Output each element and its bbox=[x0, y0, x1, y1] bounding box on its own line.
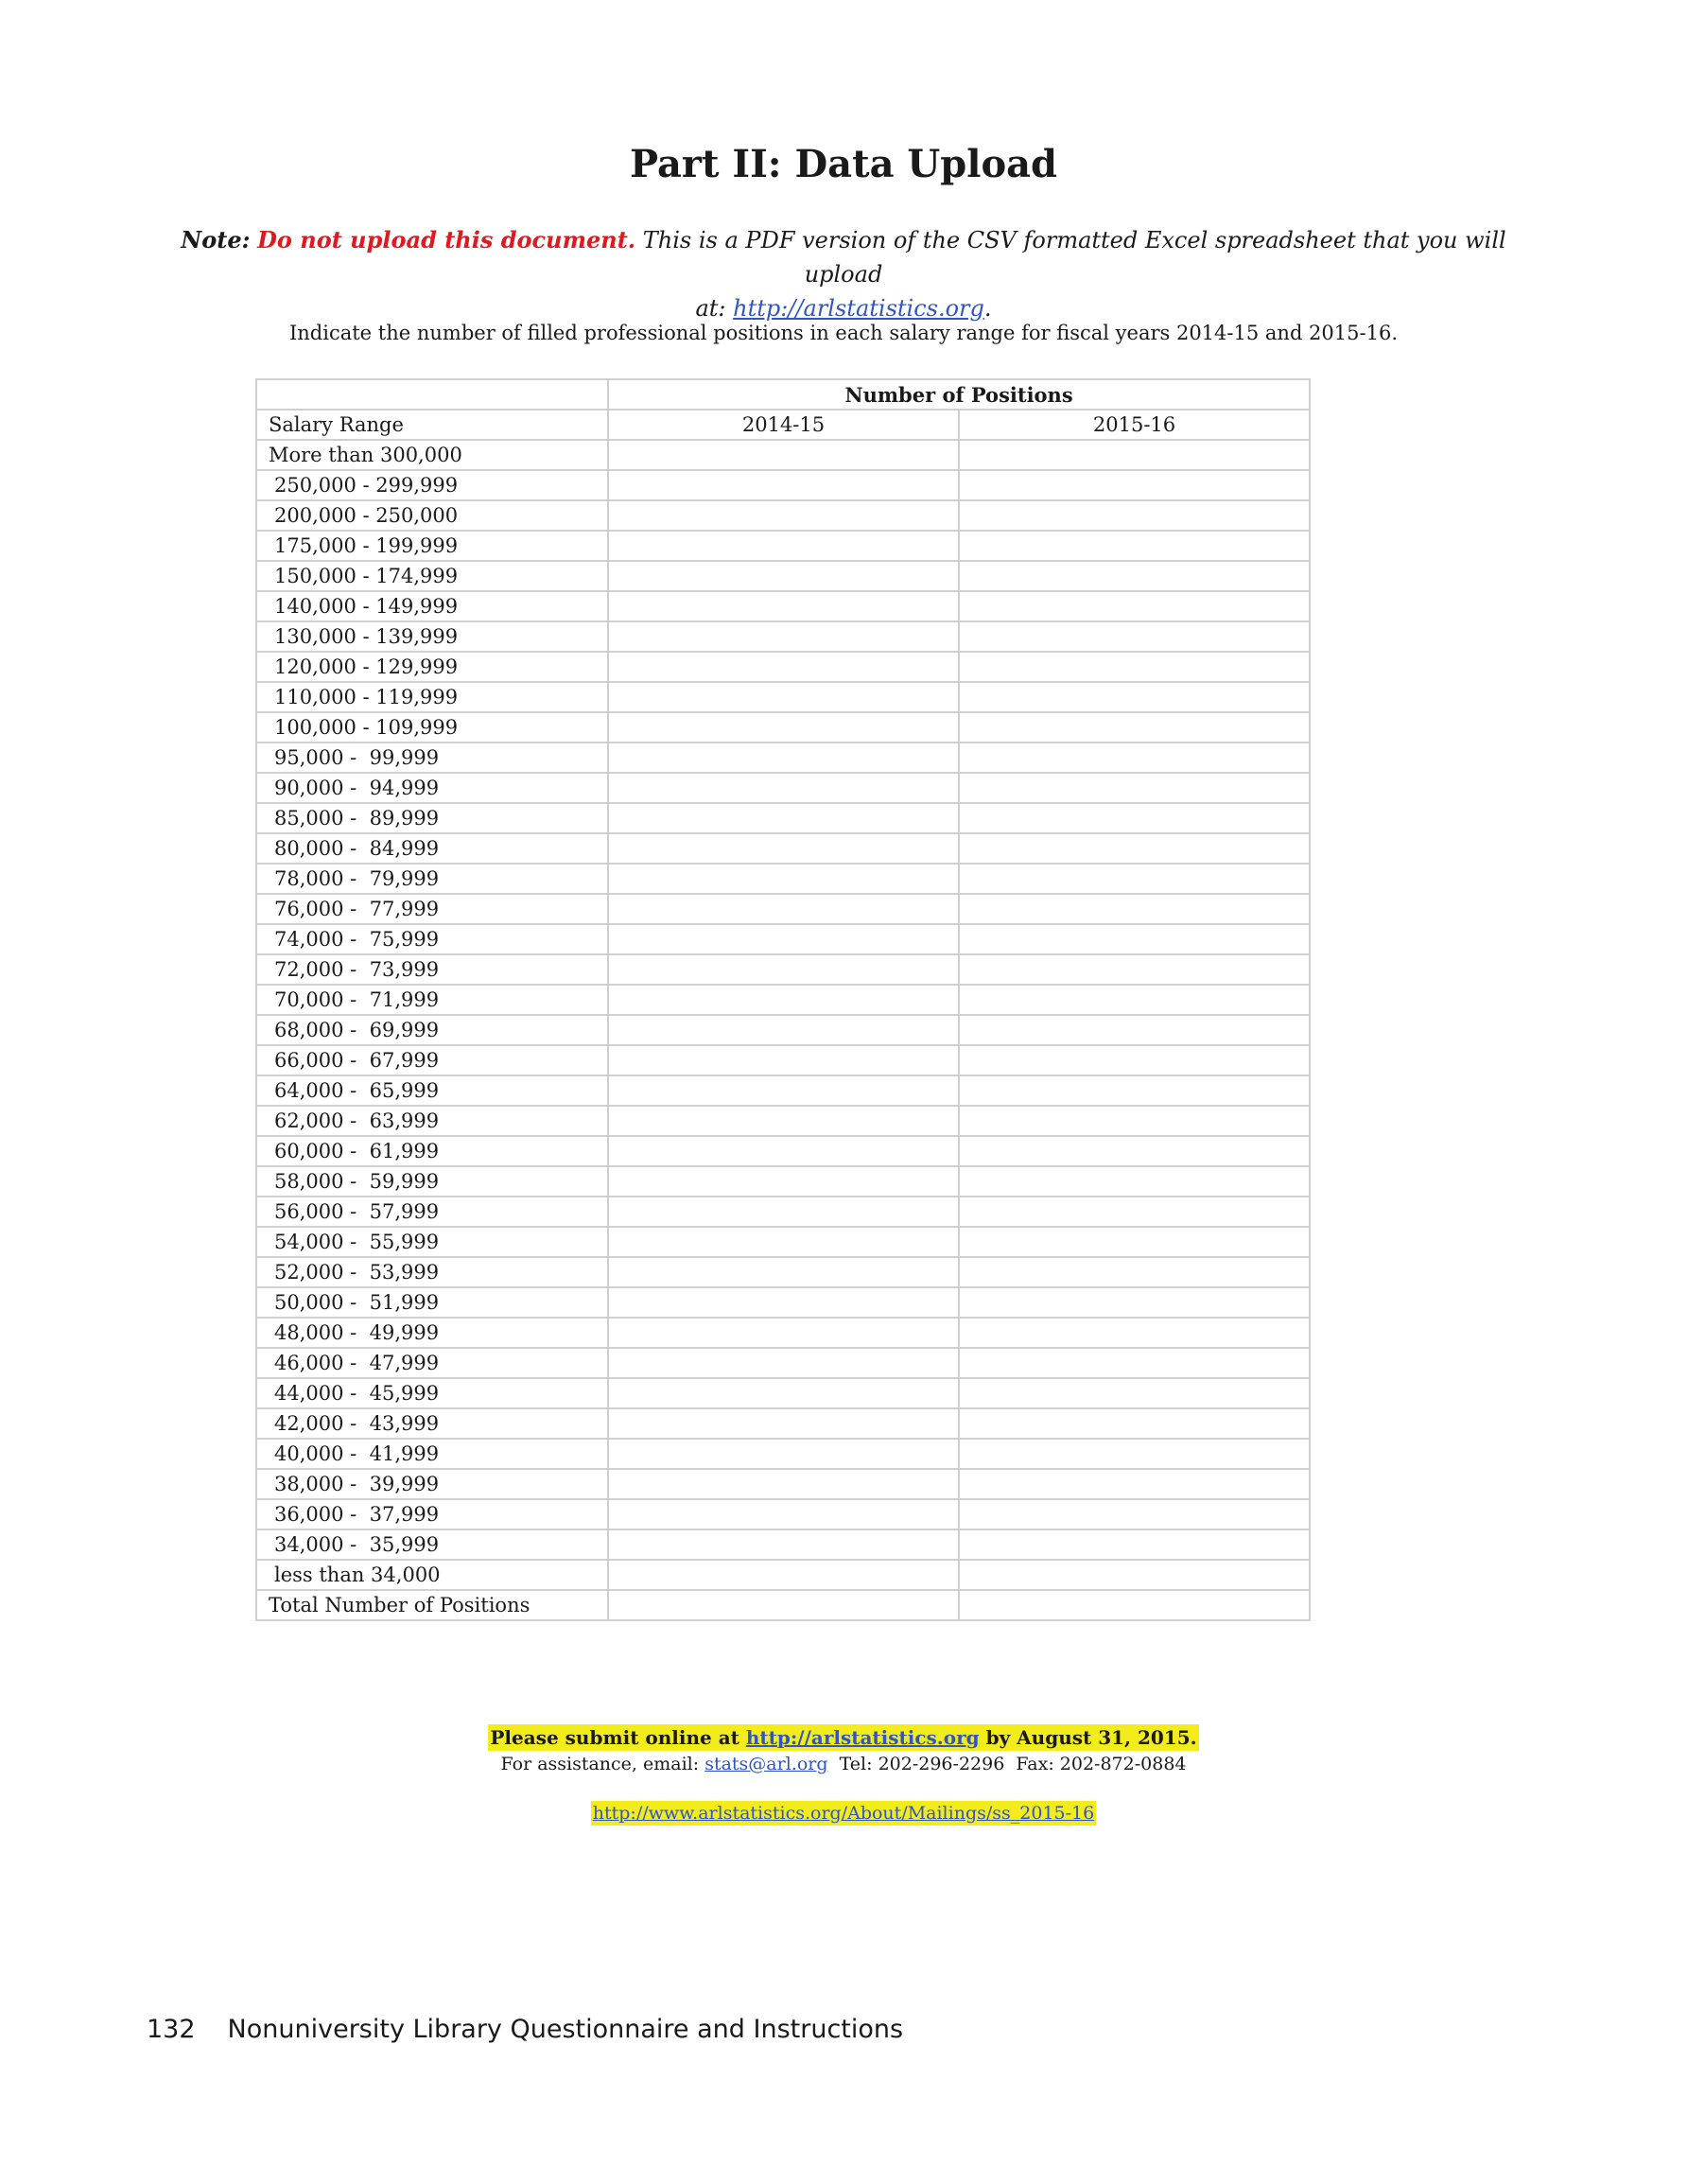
table-row bbox=[256, 1045, 1310, 1075]
salary-range-label: 40,000 - 41,999 bbox=[256, 1439, 608, 1469]
salary-range-label: 46,000 - 47,999 bbox=[256, 1348, 608, 1378]
submit-link[interactable]: http://arlstatistics.org bbox=[745, 1726, 980, 1749]
salary-range-label: 110,000 - 119,999 bbox=[256, 682, 608, 712]
table-row bbox=[256, 1166, 1310, 1197]
table-row bbox=[256, 803, 1310, 833]
note-warning: Do not upload this document. bbox=[257, 226, 636, 253]
instruction-text: Indicate the number of filled professional positions in each salary range for fiscal years 2014-15 and 2015-16. bbox=[288, 322, 1398, 344]
positions-2014-15-cell[interactable] bbox=[608, 743, 959, 773]
total-2014-15-cell[interactable] bbox=[608, 1590, 959, 1620]
positions-2014-15-cell[interactable] bbox=[608, 954, 959, 985]
positions-2015-16-cell[interactable] bbox=[959, 1287, 1310, 1318]
salary-range-label: 150,000 - 174,999 bbox=[256, 561, 608, 591]
table-row bbox=[256, 1499, 1310, 1529]
table-row bbox=[256, 1197, 1310, 1227]
salary-table bbox=[255, 378, 1311, 1621]
table-row bbox=[256, 682, 1310, 712]
note-at: at: bbox=[695, 295, 726, 322]
positions-2015-16-cell[interactable] bbox=[959, 1560, 1310, 1590]
positions-2015-16-cell[interactable] bbox=[959, 1197, 1310, 1227]
positions-2014-15-cell[interactable] bbox=[608, 531, 959, 561]
total-row bbox=[256, 1590, 1310, 1620]
submit-notice bbox=[0, 1726, 1687, 1749]
salary-range-label: less than 34,000 bbox=[256, 1560, 608, 1590]
positions-2014-15-cell[interactable] bbox=[608, 1166, 959, 1197]
table-row bbox=[256, 1348, 1310, 1378]
salary-range-label: 52,000 - 53,999 bbox=[256, 1257, 608, 1287]
positions-2014-15-cell[interactable] bbox=[608, 1015, 959, 1045]
table-row bbox=[256, 894, 1310, 924]
positions-2014-15-cell[interactable] bbox=[608, 470, 959, 500]
table-row bbox=[256, 1227, 1310, 1257]
total-2015-16-cell[interactable] bbox=[959, 1590, 1310, 1620]
positions-2015-16-cell[interactable] bbox=[959, 1378, 1310, 1408]
table-row bbox=[256, 833, 1310, 864]
mailing-highlight bbox=[591, 1801, 1096, 1826]
positions-2015-16-cell[interactable] bbox=[959, 470, 1310, 500]
table-row bbox=[256, 1136, 1310, 1166]
table-row bbox=[256, 1106, 1310, 1136]
positions-2015-16-cell[interactable] bbox=[959, 1136, 1310, 1166]
table-row bbox=[256, 1529, 1310, 1560]
table-row bbox=[256, 1318, 1310, 1348]
salary-range-label: 140,000 - 149,999 bbox=[256, 591, 608, 621]
salary-range-label: 44,000 - 45,999 bbox=[256, 1378, 608, 1408]
positions-2014-15-cell[interactable] bbox=[608, 561, 959, 591]
table-row bbox=[256, 1408, 1310, 1439]
submit-highlight bbox=[488, 1724, 1198, 1751]
table-row bbox=[256, 531, 1310, 561]
salary-range-label: 85,000 - 89,999 bbox=[256, 803, 608, 833]
salary-range-label: 175,000 - 199,999 bbox=[256, 531, 608, 561]
table-row bbox=[256, 591, 1310, 621]
salary-range-label: 74,000 - 75,999 bbox=[256, 924, 608, 954]
positions-2015-16-cell[interactable] bbox=[959, 924, 1310, 954]
positions-2015-16-cell[interactable] bbox=[959, 1439, 1310, 1469]
positions-2014-15-cell[interactable] bbox=[608, 833, 959, 864]
salary-range-label: 66,000 - 67,999 bbox=[256, 1045, 608, 1075]
salary-range-label: 250,000 - 299,999 bbox=[256, 470, 608, 500]
positions-2015-16-cell[interactable] bbox=[959, 985, 1310, 1015]
salary-range-label: 200,000 - 250,000 bbox=[256, 500, 608, 531]
salary-range-label: 78,000 - 79,999 bbox=[256, 864, 608, 894]
salary-range-label: 90,000 - 94,999 bbox=[256, 773, 608, 803]
assistance-fax: Fax: 202-872-0884 bbox=[1016, 1754, 1187, 1774]
positions-2015-16-cell[interactable] bbox=[959, 833, 1310, 864]
page-title: Part II: Data Upload bbox=[629, 142, 1058, 186]
note-text: This is a PDF version of the CSV formatted Excel spreadsheet that you will upload bbox=[642, 227, 1506, 288]
positions-2015-16-cell[interactable] bbox=[959, 803, 1310, 833]
submit-prefix: Please submit online at bbox=[490, 1726, 739, 1749]
positions-2014-15-cell[interactable] bbox=[608, 773, 959, 803]
positions-2014-15-cell[interactable] bbox=[608, 1136, 959, 1166]
page-number: 132 bbox=[147, 2015, 196, 2044]
table-row bbox=[256, 773, 1310, 803]
positions-2015-16-cell[interactable] bbox=[959, 1318, 1310, 1348]
column-header-row bbox=[256, 410, 1310, 440]
positions-2015-16-cell[interactable] bbox=[959, 894, 1310, 924]
total-label: Total Number of Positions bbox=[256, 1590, 608, 1620]
page-footer bbox=[147, 2015, 903, 2044]
blank-header-cell bbox=[256, 379, 608, 410]
positions-2015-16-cell[interactable] bbox=[959, 1075, 1310, 1106]
positions-2015-16-cell[interactable] bbox=[959, 682, 1310, 712]
positions-2015-16-cell[interactable] bbox=[959, 1106, 1310, 1136]
table-row bbox=[256, 621, 1310, 652]
note-lead: Note: bbox=[181, 226, 251, 253]
positions-2014-15-cell[interactable] bbox=[608, 894, 959, 924]
positions-2014-15-cell[interactable] bbox=[608, 924, 959, 954]
positions-2014-15-cell[interactable] bbox=[608, 1045, 959, 1075]
table-row bbox=[256, 1015, 1310, 1045]
salary-range-header: Salary Range bbox=[256, 410, 608, 440]
positions-2014-15-cell[interactable] bbox=[608, 1499, 959, 1529]
positions-2014-15-cell[interactable] bbox=[608, 500, 959, 531]
table-row bbox=[256, 1469, 1310, 1499]
number-of-positions-header: Number of Positions bbox=[608, 379, 1310, 410]
positions-2014-15-cell[interactable] bbox=[608, 591, 959, 621]
positions-2014-15-cell[interactable] bbox=[608, 1197, 959, 1227]
table-row bbox=[256, 712, 1310, 743]
table-row bbox=[256, 954, 1310, 985]
positions-2015-16-cell[interactable] bbox=[959, 1015, 1310, 1045]
salary-range-label: 130,000 - 139,999 bbox=[256, 621, 608, 652]
mailing-link[interactable]: http://www.arlstatistics.org/About/Mailings/ss_2015-16 bbox=[592, 1803, 1095, 1824]
year-2015-16-header: 2015-16 bbox=[959, 410, 1310, 440]
positions-2015-16-cell[interactable] bbox=[959, 1348, 1310, 1378]
table-row bbox=[256, 1439, 1310, 1469]
positions-2015-16-cell[interactable] bbox=[959, 712, 1310, 743]
positions-2014-15-cell[interactable] bbox=[608, 712, 959, 743]
positions-2015-16-cell[interactable] bbox=[959, 1529, 1310, 1560]
positions-2014-15-cell[interactable] bbox=[608, 1257, 959, 1287]
table-row bbox=[256, 864, 1310, 894]
table-row bbox=[256, 500, 1310, 531]
positions-2015-16-cell[interactable] bbox=[959, 954, 1310, 985]
positions-2015-16-cell[interactable] bbox=[959, 621, 1310, 652]
positions-2014-15-cell[interactable] bbox=[608, 803, 959, 833]
table-row bbox=[256, 1257, 1310, 1287]
table-row bbox=[256, 1075, 1310, 1106]
salary-range-label: 48,000 - 49,999 bbox=[256, 1318, 608, 1348]
salary-range-label: 76,000 - 77,999 bbox=[256, 894, 608, 924]
positions-2015-16-cell[interactable] bbox=[959, 531, 1310, 561]
positions-2015-16-cell[interactable] bbox=[959, 864, 1310, 894]
positions-2015-16-cell[interactable] bbox=[959, 743, 1310, 773]
table-row bbox=[256, 440, 1310, 470]
positions-2014-15-cell[interactable] bbox=[608, 864, 959, 894]
positions-2014-15-cell[interactable] bbox=[608, 621, 959, 652]
table-row bbox=[256, 743, 1310, 773]
positions-2014-15-cell[interactable] bbox=[608, 1529, 959, 1560]
salary-range-label: 38,000 - 39,999 bbox=[256, 1469, 608, 1499]
table-row bbox=[256, 924, 1310, 954]
positions-2014-15-cell[interactable] bbox=[608, 1469, 959, 1499]
salary-range-label: 62,000 - 63,999 bbox=[256, 1106, 608, 1136]
salary-range-label: 58,000 - 59,999 bbox=[256, 1166, 608, 1197]
salary-range-label: 100,000 - 109,999 bbox=[256, 712, 608, 743]
assistance-line bbox=[0, 1754, 1687, 1774]
positions-2015-16-cell[interactable] bbox=[959, 1045, 1310, 1075]
submit-deadline: by August 31, 2015. bbox=[985, 1726, 1197, 1749]
assistance-email-link[interactable]: stats@arl.org bbox=[704, 1754, 828, 1774]
salary-range-label: 120,000 - 129,999 bbox=[256, 652, 608, 682]
positions-2014-15-cell[interactable] bbox=[608, 1439, 959, 1469]
salary-range-label: 60,000 - 61,999 bbox=[256, 1136, 608, 1166]
positions-2015-16-cell[interactable] bbox=[959, 561, 1310, 591]
positions-2015-16-cell[interactable] bbox=[959, 1257, 1310, 1287]
positions-2014-15-cell[interactable] bbox=[608, 682, 959, 712]
table-row bbox=[256, 470, 1310, 500]
table-row bbox=[256, 561, 1310, 591]
positions-2015-16-cell[interactable] bbox=[959, 440, 1310, 470]
table-row bbox=[256, 1378, 1310, 1408]
positions-2015-16-cell[interactable] bbox=[959, 500, 1310, 531]
salary-range-label: 95,000 - 99,999 bbox=[256, 743, 608, 773]
salary-range-label: 54,000 - 55,999 bbox=[256, 1227, 608, 1257]
positions-2014-15-cell[interactable] bbox=[608, 440, 959, 470]
positions-2015-16-cell[interactable] bbox=[959, 1469, 1310, 1499]
positions-2014-15-cell[interactable] bbox=[608, 985, 959, 1015]
salary-range-label: 70,000 - 71,999 bbox=[256, 985, 608, 1015]
year-2014-15-header: 2014-15 bbox=[608, 410, 959, 440]
mailing-link-line bbox=[0, 1803, 1687, 1824]
positions-2014-15-cell[interactable] bbox=[608, 652, 959, 682]
salary-range-label: 56,000 - 57,999 bbox=[256, 1197, 608, 1227]
positions-2015-16-cell[interactable] bbox=[959, 1499, 1310, 1529]
positions-2014-15-cell[interactable] bbox=[608, 1227, 959, 1257]
salary-range-label: 80,000 - 84,999 bbox=[256, 833, 608, 864]
salary-range-label: 64,000 - 65,999 bbox=[256, 1075, 608, 1106]
positions-2014-15-cell[interactable] bbox=[608, 1378, 959, 1408]
note-link[interactable]: http://arlstatistics.org bbox=[733, 295, 984, 322]
positions-2014-15-cell[interactable] bbox=[608, 1560, 959, 1590]
upload-note bbox=[180, 223, 1507, 325]
positions-2015-16-cell[interactable] bbox=[959, 1408, 1310, 1439]
salary-range-label: 34,000 - 35,999 bbox=[256, 1529, 608, 1560]
salary-range-label: 42,000 - 43,999 bbox=[256, 1408, 608, 1439]
assistance-tel: Tel: 202-296-2296 bbox=[839, 1754, 1005, 1774]
positions-2015-16-cell[interactable] bbox=[959, 1227, 1310, 1257]
positions-2015-16-cell[interactable] bbox=[959, 652, 1310, 682]
table-row bbox=[256, 652, 1310, 682]
positions-2014-15-cell[interactable] bbox=[608, 1075, 959, 1106]
table-row bbox=[256, 1560, 1310, 1590]
table-row bbox=[256, 985, 1310, 1015]
footer-title: Nonuniversity Library Questionnaire and Instructions bbox=[227, 2015, 904, 2044]
positions-2014-15-cell[interactable] bbox=[608, 1318, 959, 1348]
salary-range-label: 50,000 - 51,999 bbox=[256, 1287, 608, 1318]
assistance-prefix: For assistance, email: bbox=[500, 1754, 700, 1774]
positions-2015-16-cell[interactable] bbox=[959, 1166, 1310, 1197]
positions-2014-15-cell[interactable] bbox=[608, 1287, 959, 1318]
positions-2015-16-cell[interactable] bbox=[959, 773, 1310, 803]
table-row bbox=[256, 1287, 1310, 1318]
note-trail: . bbox=[983, 295, 992, 322]
salary-range-label: 72,000 - 73,999 bbox=[256, 954, 608, 985]
salary-range-label: More than 300,000 bbox=[256, 440, 608, 470]
salary-range-label: 36,000 - 37,999 bbox=[256, 1499, 608, 1529]
positions-2014-15-cell[interactable] bbox=[608, 1408, 959, 1439]
salary-range-label: 68,000 - 69,999 bbox=[256, 1015, 608, 1045]
positions-2015-16-cell[interactable] bbox=[959, 591, 1310, 621]
group-header-row bbox=[256, 379, 1310, 410]
positions-2014-15-cell[interactable] bbox=[608, 1106, 959, 1136]
positions-2014-15-cell[interactable] bbox=[608, 1348, 959, 1378]
